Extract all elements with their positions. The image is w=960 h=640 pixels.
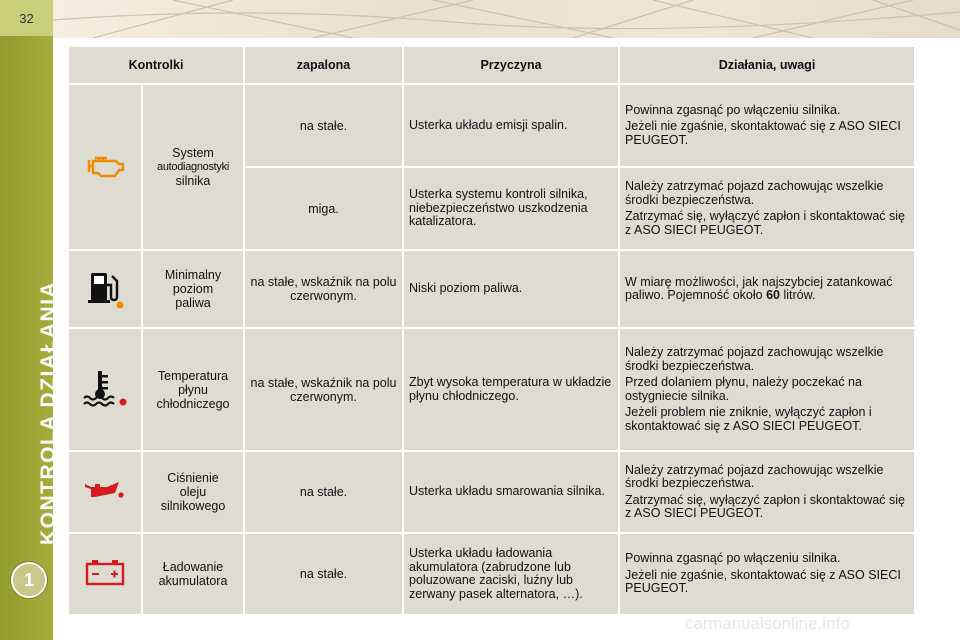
battery-cause: Usterka układu ładowania akumulatora (zabrudzone lub poluzowane zaciski, luźny lub zerwany pasek alternatora, …). <box>404 534 618 614</box>
engine-name-line2: autodiagnostyki <box>157 161 229 173</box>
battery-lit: na stałe. <box>245 534 402 614</box>
engine-name-line1: System <box>172 146 214 160</box>
oil-lit: na stałe. <box>245 452 402 532</box>
battery-name-cell <box>143 534 243 614</box>
oil-name-line3: silnikowego <box>160 499 226 513</box>
chapter-badge <box>11 562 47 598</box>
action-text: Jeżeli nie zgaśnie, skontaktować się z ASO SIECI PEUGEOT. <box>625 119 901 147</box>
action-text: Zatrzymać się, wyłączyć zapłon i skontaktować się z ASO SIECI PEUGEOT. <box>625 492 905 520</box>
coolant-name-line3: chłodniczego <box>156 396 230 411</box>
oil-can-icon <box>81 477 129 505</box>
header-kontrolki: Kontrolki <box>69 47 243 83</box>
oil-icon-cell <box>69 452 141 532</box>
engine-icon <box>83 151 127 181</box>
fuel-icon-cell <box>69 251 141 327</box>
fuel-capacity-value: 60 <box>766 288 780 302</box>
action-text: Należy zatrzymać pojazd zachowując wszelkie środki bezpieczeństwa. <box>625 462 884 490</box>
fuel-lit: na stałe, wskaźnik na polu czerwonym. <box>245 251 402 327</box>
fuel-name-line3: paliwa <box>175 296 211 310</box>
coolant-name-line2: płynu <box>178 382 208 397</box>
engine-cause-1: Usterka układu emisji spalin. <box>404 85 618 166</box>
engine-name-cell <box>143 85 243 249</box>
coolant-cause: Zbyt wysoka temperatura w układzie płynu chłodniczego. <box>404 329 618 450</box>
oil-actions <box>620 452 914 532</box>
page-number: 32 <box>19 10 34 26</box>
fuel-action-text: W miarę możliwości, jak najszybciej zatankować paliwo. Pojemność około <box>625 274 893 302</box>
table-row <box>69 534 914 614</box>
engine-icon-cell <box>69 85 141 249</box>
top-banner <box>53 0 960 38</box>
coolant-name-line1: Temperatura <box>157 368 229 383</box>
table-row <box>69 329 914 450</box>
action-text <box>625 276 909 303</box>
action-text: Powinna zgasnąć po włączeniu silnika. <box>625 102 841 117</box>
action-text: Zatrzymać się, wyłączyć zapłon i skontaktować się z ASO SIECI PEUGEOT. <box>625 209 905 237</box>
table-header-row <box>69 47 914 83</box>
coolant-lit: na stałe, wskaźnik na polu czerwonym. <box>245 329 402 450</box>
action-text: Powinna zgasnąć po włączeniu silnika. <box>625 551 841 566</box>
chapter-number: 1 <box>23 569 34 590</box>
fuel-name-line1: Minimalny <box>164 268 222 282</box>
fuel-pump-icon <box>82 265 128 311</box>
table-row <box>69 452 914 532</box>
coolant-actions <box>620 329 914 450</box>
header-przyczyna: Przyczyna <box>404 47 618 83</box>
fuel-name-line2: poziom <box>172 282 214 296</box>
battery-icon-cell <box>69 534 141 614</box>
action-text: Należy zatrzymać pojazd zachowując wszelkie środki bezpieczeństwa. <box>625 179 884 207</box>
engine-lit-flashing: miga. <box>245 168 402 249</box>
engine-name-line3: silnika <box>175 174 211 188</box>
fuel-name-cell <box>143 251 243 327</box>
oil-name-line1: Ciśnienie <box>167 471 219 485</box>
decorative-lines <box>53 0 960 38</box>
engine-cause-2: Usterka systemu kontroli silnika, niebezpieczeństwo uszkodzenia katalizatora. <box>404 168 618 249</box>
action-text: Jeżeli nie zgaśnie, skontaktować się z ASO SIECI PEUGEOT. <box>625 567 901 596</box>
battery-name-line2: akumulatora <box>158 574 228 588</box>
fuel-capacity-unit: litrów. <box>783 288 816 302</box>
table-row <box>69 85 914 166</box>
page-number-box <box>0 0 53 36</box>
engine-actions-2 <box>620 168 914 249</box>
oil-name-line2: oleju <box>179 485 207 499</box>
fuel-cause: Niski poziom paliwa. <box>404 251 618 327</box>
action-text: Przed dolaniem płynu, należy poczekać na ostygniecie silnika. <box>625 375 862 403</box>
oil-cause: Usterka układu smarowania silnika. <box>404 452 618 532</box>
section-title: KONTROLA DZIAŁANIA <box>37 280 60 545</box>
action-text: Należy zatrzymać pojazd zachowując wszelkie środki bezpieczeństwa. <box>625 345 884 373</box>
action-text: Jeżeli problem nie zniknie, wyłączyć zapłon i skontaktować się z ASO SIECI PEUGEOT. <box>625 405 872 433</box>
header-zapalona: zapalona <box>245 47 402 83</box>
engine-actions-1 <box>620 85 914 166</box>
battery-actions <box>620 534 914 614</box>
coolant-temperature-icon <box>81 366 129 410</box>
battery-icon <box>83 558 127 588</box>
coolant-icon-cell <box>69 329 141 450</box>
battery-name-line1: Ładowanie <box>162 560 224 574</box>
table-row <box>69 251 914 327</box>
coolant-name-cell <box>143 329 243 450</box>
sidebar <box>0 0 60 640</box>
warning-lights-table <box>67 45 916 616</box>
header-dzialania: Działania, uwagi <box>620 47 914 83</box>
watermark: carmanualsonline.info <box>685 615 850 633</box>
fuel-actions <box>620 251 914 327</box>
oil-name-cell <box>143 452 243 532</box>
engine-lit-steady: na stałe. <box>245 85 402 166</box>
